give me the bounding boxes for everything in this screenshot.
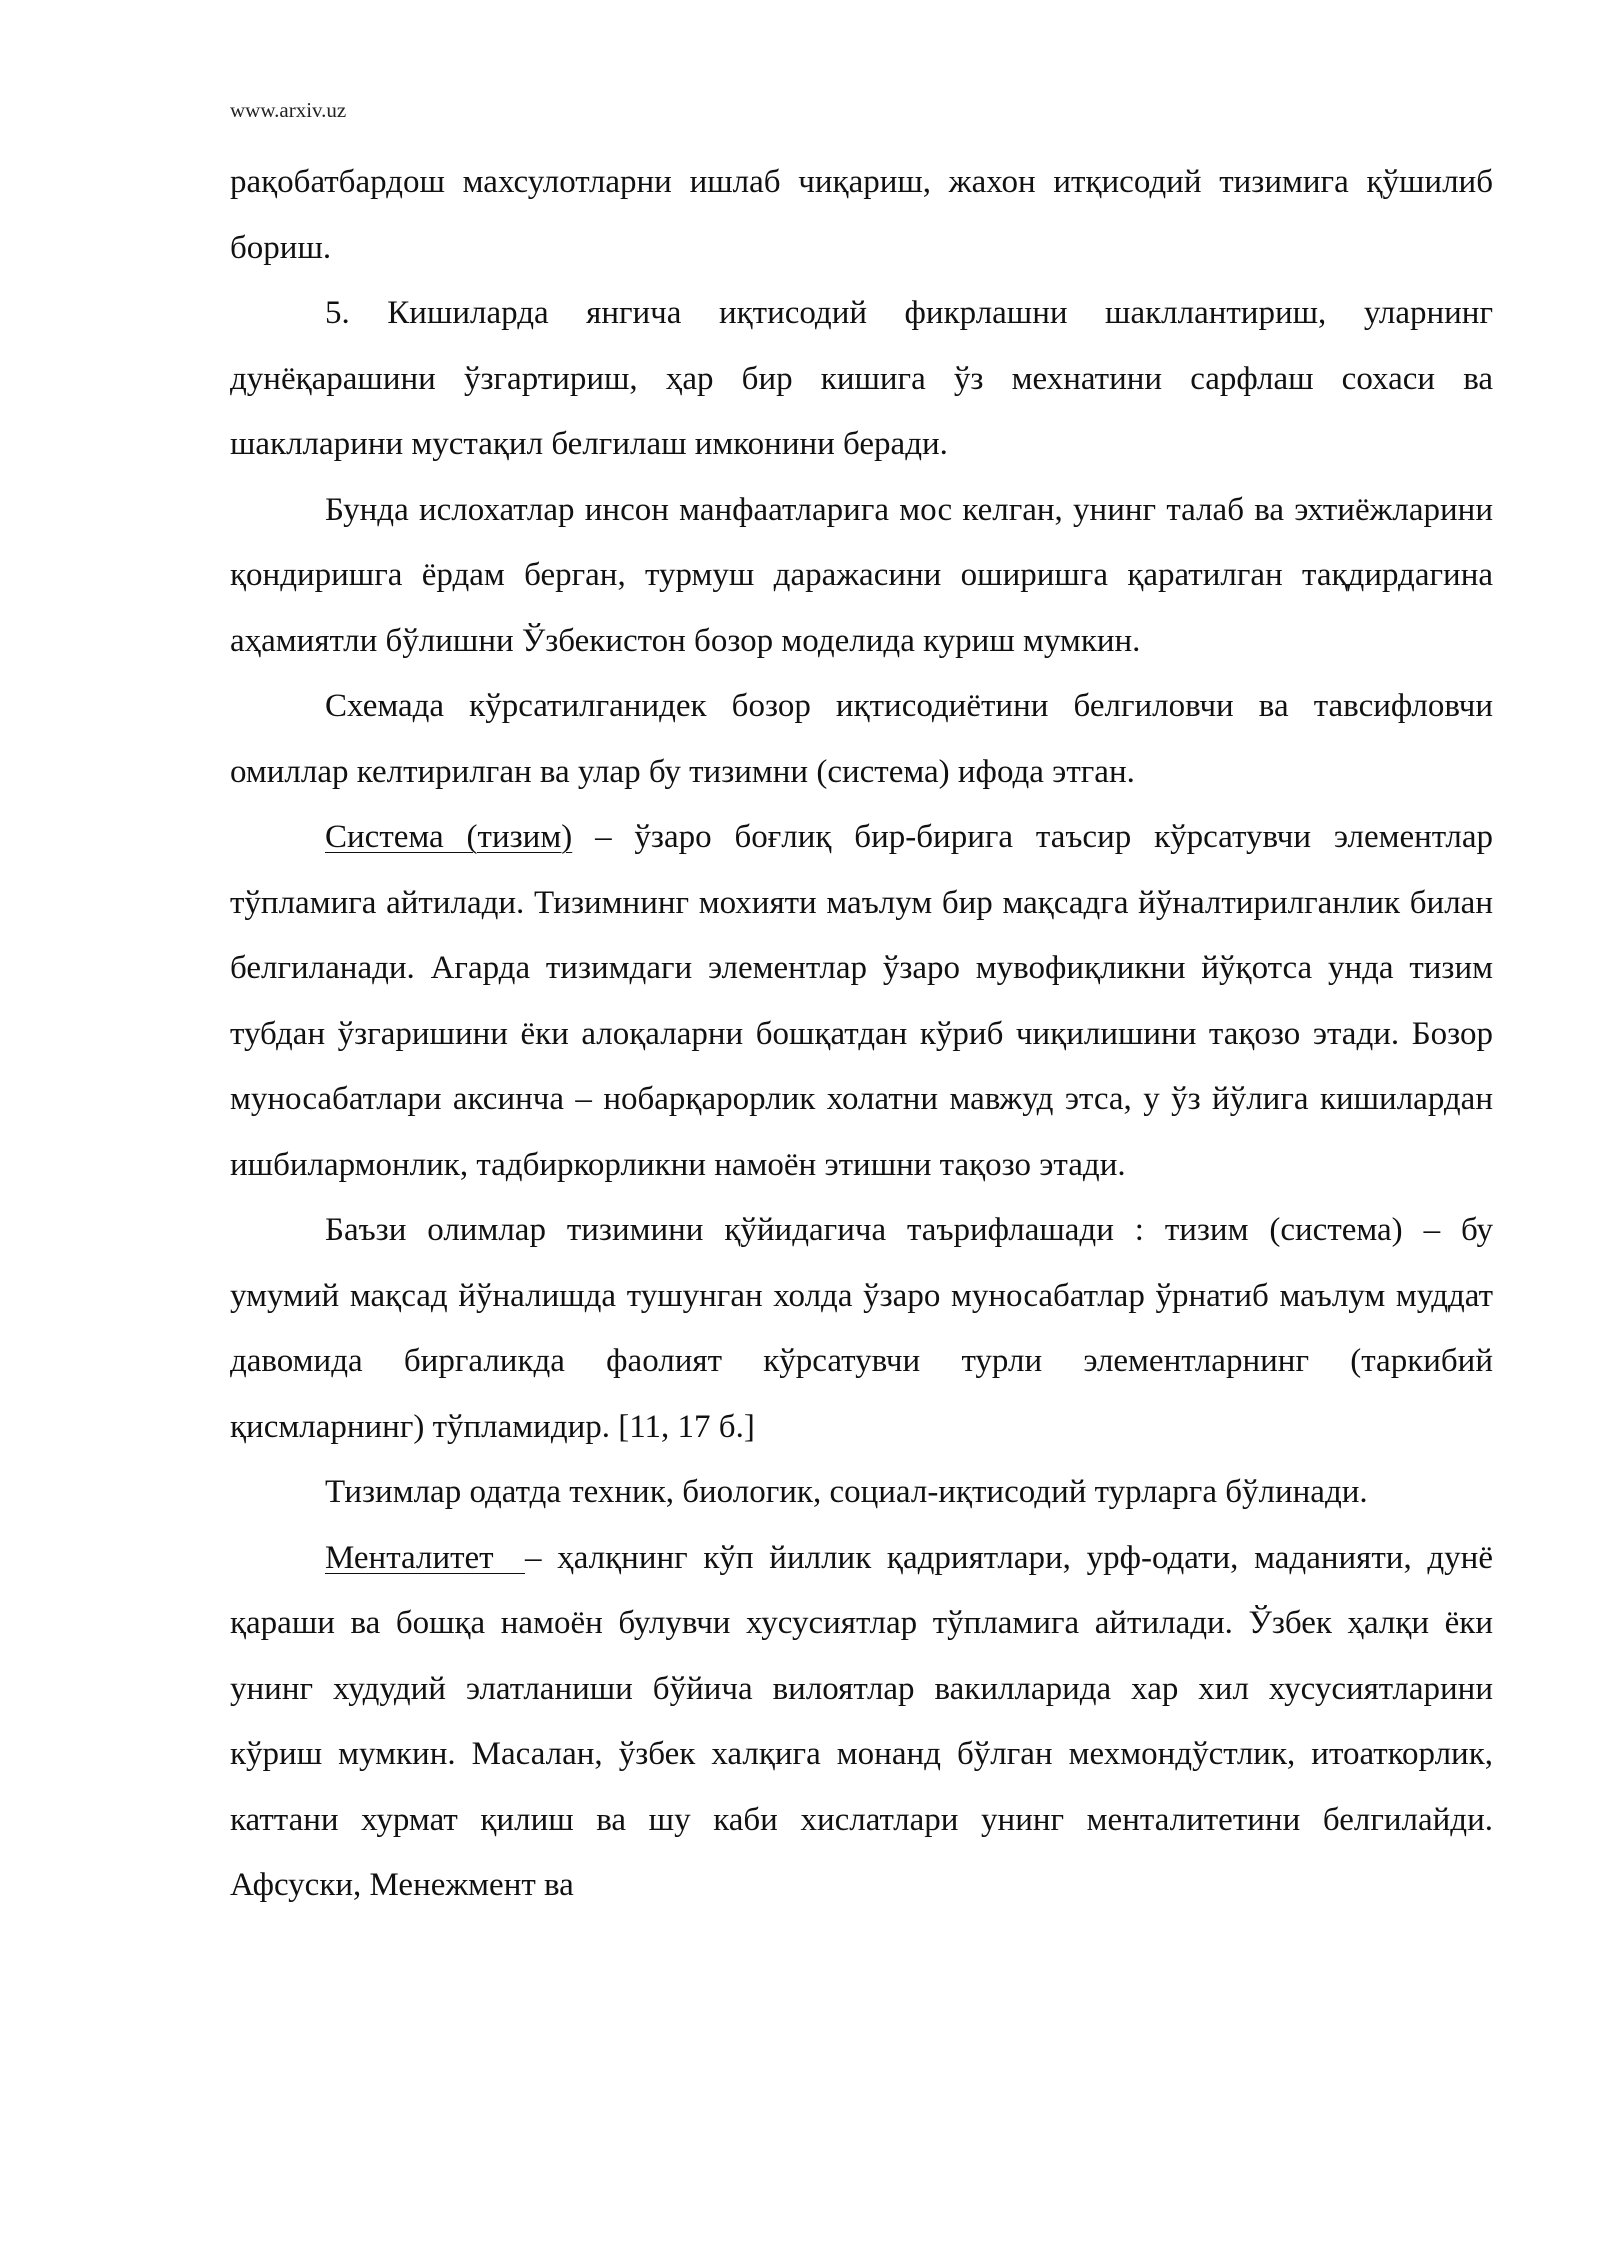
term-system: Система (тизим) bbox=[325, 819, 573, 855]
paragraph-7 bbox=[230, 1526, 1493, 1919]
paragraph-2: Бунда ислохатлар инсон манфаатларига мос келган, унинг талаб ва эхтиёжларини қондиришга ёрдам берган, турмуш даражасини оширишга қаратилган тақдирдагина аҳамиятли бўлишни Ўзбекистон бозор моделида куриш мумкин. bbox=[230, 491, 1493, 659]
term-mentality: Менталитет bbox=[325, 1539, 526, 1576]
paragraph-3: Схемада кўрсатилганидек бозор иқтисодиётини белгиловчи ва тавсифловчи омиллар келтирилган ва улар бу тизимни (система) ифода этган. bbox=[230, 688, 1493, 790]
paragraph-7-text: – ҳалқнинг кўп йиллик қадриятлари, урф-одати, маданияти, дунё қараши ва бошқа намоён булувчи хусусиятлар тўпламига айтилади. Ўзбек ҳалқи ёки унинг худудий элатланиши бўйича вилоятлар вакилларида хар хил хусусиятларини кўриш мумкин. Масалан, ўзбек халқига монанд бўлган мехмондўстлик, итоаткорлик, каттани хурмат қилиш ва шу каби хислатлари унинг менталитетини белгилайди. Афсуски, Менежмент ва bbox=[230, 1539, 1493, 1903]
site-url: www.arxiv.uz bbox=[230, 98, 347, 122]
document-body bbox=[230, 150, 1493, 1919]
paragraph-5: Баъзи олимлар тизимини қўйидагича таърифлашади : тизим (система) – бу умумий мақсад йўналишда тушунган холда ўзаро муносабатлар ўрнатиб маълум муддат давомида биргаликда фаолият кўрсатувчи турли элементларнинг (таркибий қисмларнинг) тўпламидир. [11, 17 б.] bbox=[230, 1212, 1493, 1445]
paragraph-6: Тизимлар одатда техник, биологик, социал-иқтисодий турларга бўлинади. bbox=[325, 1474, 1368, 1510]
paragraph-0: рақобатбардош махсулотларни ишлаб чиқариш, жахон итқисодий тизимига қўшилиб бориш. bbox=[230, 164, 1493, 266]
paragraph-4 bbox=[230, 805, 1493, 1198]
paragraph-4-text: – ўзаро боғлиқ бир-бирига таъсир кўрсатувчи элементлар тўпламига айтилади. Тизимнинг мохияти маълум бир мақсадга йўналтирилганлик билан белгиланади. Агарда тизимдаги элементлар ўзаро мувофиқликни йўқотса унда тизим тубдан ўзгаришини ёки алоқаларни бошқатдан кўриб чиқилишини тақозо этади. Бозор муносабатлари аксинча – нобарқарорлик холатни мавжуд этса, у ўз йўлига кишилардан ишбилармонлик, тадбиркорликни намоён этишни тақозо этади. bbox=[230, 819, 1493, 1183]
paragraph-1: 5. Кишиларда янгича иқтисодий фикрлашни шакллантириш, уларнинг дунёқарашини ўзгартириш, ҳар бир кишига ўз мехнатини сарфлаш сохаси ва шаклларини мустақил белгилаш имконини беради. bbox=[230, 295, 1493, 462]
